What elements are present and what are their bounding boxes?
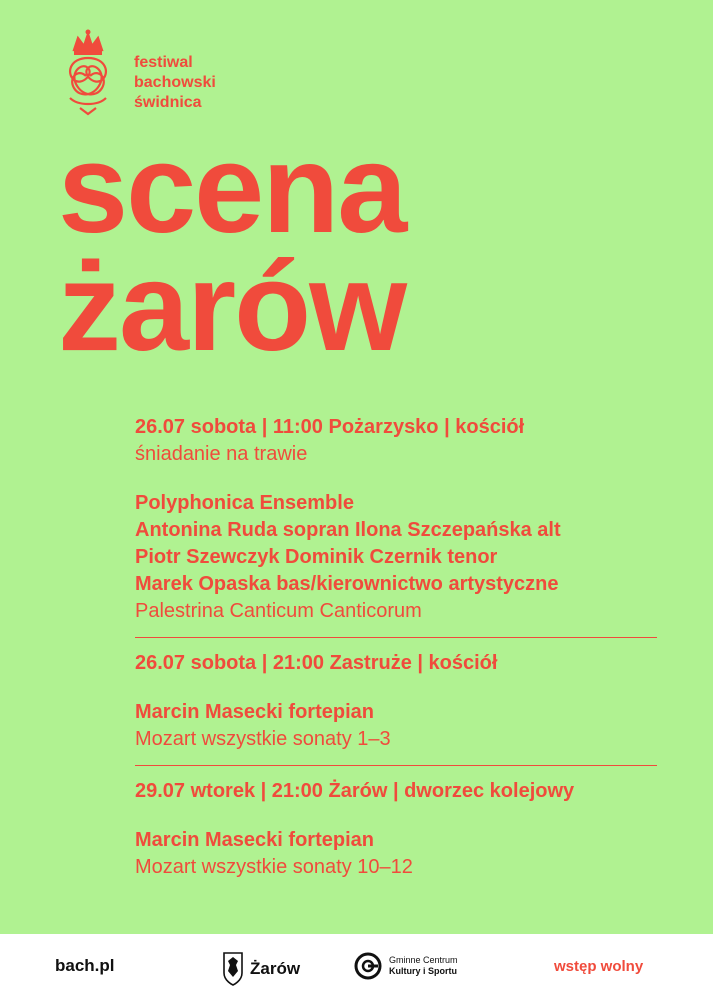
footer [0, 934, 713, 1000]
event-3 [135, 778, 657, 881]
performer-line: Marcin Masecki fortepian [135, 829, 374, 851]
event-2 [135, 650, 657, 753]
page-title [58, 118, 406, 377]
event-1 [135, 414, 657, 625]
city-logo [222, 951, 300, 987]
event-program: Mozart wszystkie sonaty 10–12 [135, 856, 413, 878]
event-subtitle: śniadanie na trawie [135, 443, 308, 465]
festival-name-line2: bachowski [134, 74, 216, 91]
crown-monogram-icon [60, 28, 116, 118]
performer-line: Piotr Szewczyk Dominik Czernik tenor [135, 546, 498, 568]
festival-name-line1: festiwal [134, 54, 193, 71]
admission-note: wstęp wolny [554, 958, 644, 975]
event-program: Mozart wszystkie sonaty 1–3 [135, 728, 391, 750]
event-header: 26.07 sobota | 11:00 Pożarzysko | kościół [135, 416, 525, 438]
partner-name-line1: Gminne Centrum [389, 955, 458, 965]
title-line1: scena [58, 118, 406, 259]
event-header: 29.07 wtorek | 21:00 Żarów | dworzec kolejowy [135, 780, 575, 802]
website-link[interactable]: bach.pl [55, 956, 115, 975]
performer-line: Antonina Ruda sopran Ilona Szczepańska alt [135, 519, 561, 541]
gck-logo-icon [353, 951, 383, 981]
event-list [135, 414, 657, 881]
divider [135, 765, 657, 766]
event-header: 26.07 sobota | 21:00 Zastruże | kościół [135, 652, 498, 674]
festival-name [134, 53, 216, 113]
divider [135, 637, 657, 638]
partner-name-line2: Kultury i Sportu [389, 966, 457, 976]
partner-logo [353, 951, 458, 981]
city-logo-text: Żarów [250, 959, 301, 978]
festival-name-line3: świdnica [134, 94, 202, 111]
performer-line: Marcin Masecki fortepian [135, 701, 374, 723]
performer-line: Marek Opaska bas/kierownictwo artystyczne [135, 573, 559, 595]
event-program: Palestrina Canticum Canticorum [135, 600, 422, 622]
title-line2: żarów [58, 236, 406, 377]
performer-line: Polyphonica Ensemble [135, 492, 354, 514]
eagle-crest-icon [222, 951, 244, 987]
